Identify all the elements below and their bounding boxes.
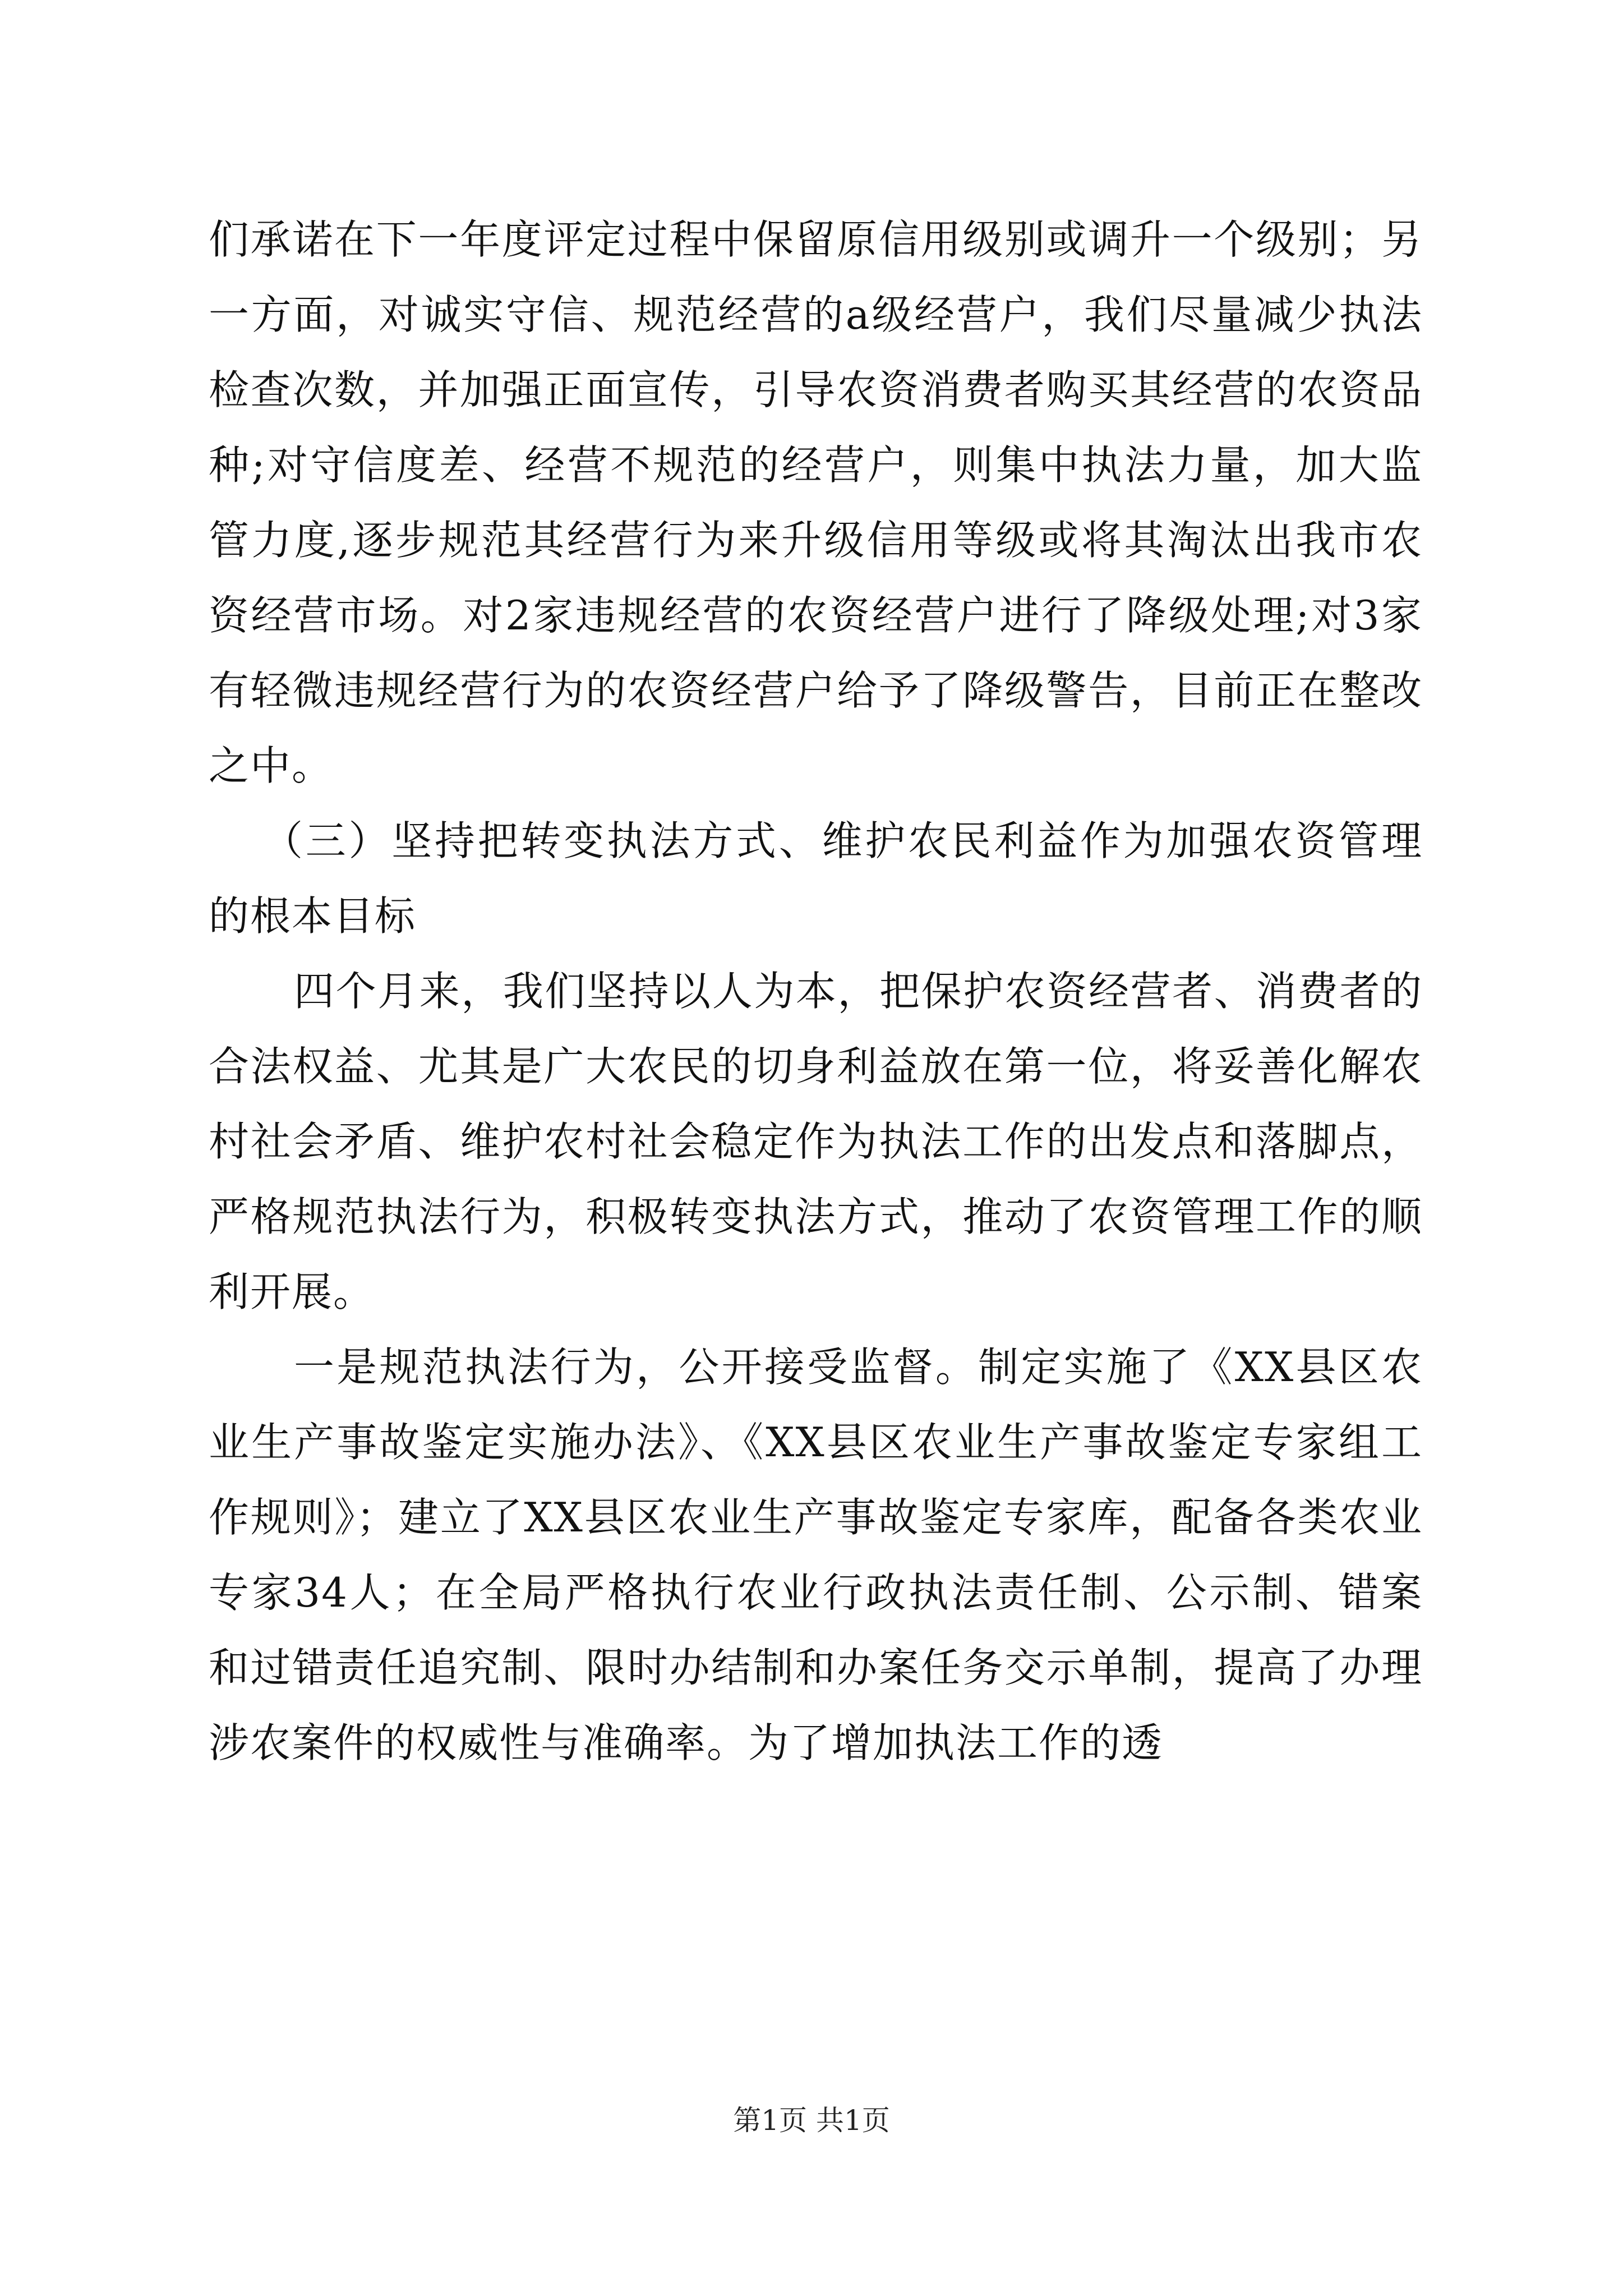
paragraph-continuation: 们承诺在下一年度评定过程中保留原信用级别或调升一个级别；另一方面，对诚实守信、规范经营的a级经营户，我们尽量减少执法检查次数，并加强正面宣传，引导农资消费者购买其经营的农资品种;对守信度差、经营不规范的经营户，则集中执法力量，加大监管力度,逐步规范其经营行为来升级信用等级或将其淘汰出我市农资经营市场。对2家违规经营的农资经营户进行了降级处理;对3家有轻微违规经营行为的农资经营户给予了降级警告，目前正在整改之中。 — [209, 216, 1423, 789]
paragraph-body: 四个月来，我们坚持以人为本，把保护农资经营者、消费者的合法权益、尤其是广大农民的切身利益放在第一位，将妥善化解农村社会矛盾、维护农村社会稳定作为执法工作的出发点和落脚点，严格规范执法行为，积极转变执法方式，推动了农资管理工作的顺利开展。 — [209, 968, 1423, 1315]
page-footer: 第1页 共1页 — [733, 2104, 890, 2137]
section-heading: （三）坚持把转变执法方式、维护农民利益作为加强农资管理的根本目标 — [209, 817, 1423, 940]
document-body — [209, 202, 1423, 1780]
paragraph-body: 一是规范执法行为，公开接受监督。制定实施了《XX县区农业生产事故鉴定实施办法》、《XX县区农业生产事故鉴定专家组工作规则》；建立了XX县区农业生产事故鉴定专家库，配备各类农业专家34人；在全局严格执行农业行政执法责任制、公示制、错案和过错责任追究制、限时办结制和办案任务交示单制，提高了办理涉农案件的权威性与准确率。为了增加执法工作的透 — [209, 1343, 1423, 1766]
